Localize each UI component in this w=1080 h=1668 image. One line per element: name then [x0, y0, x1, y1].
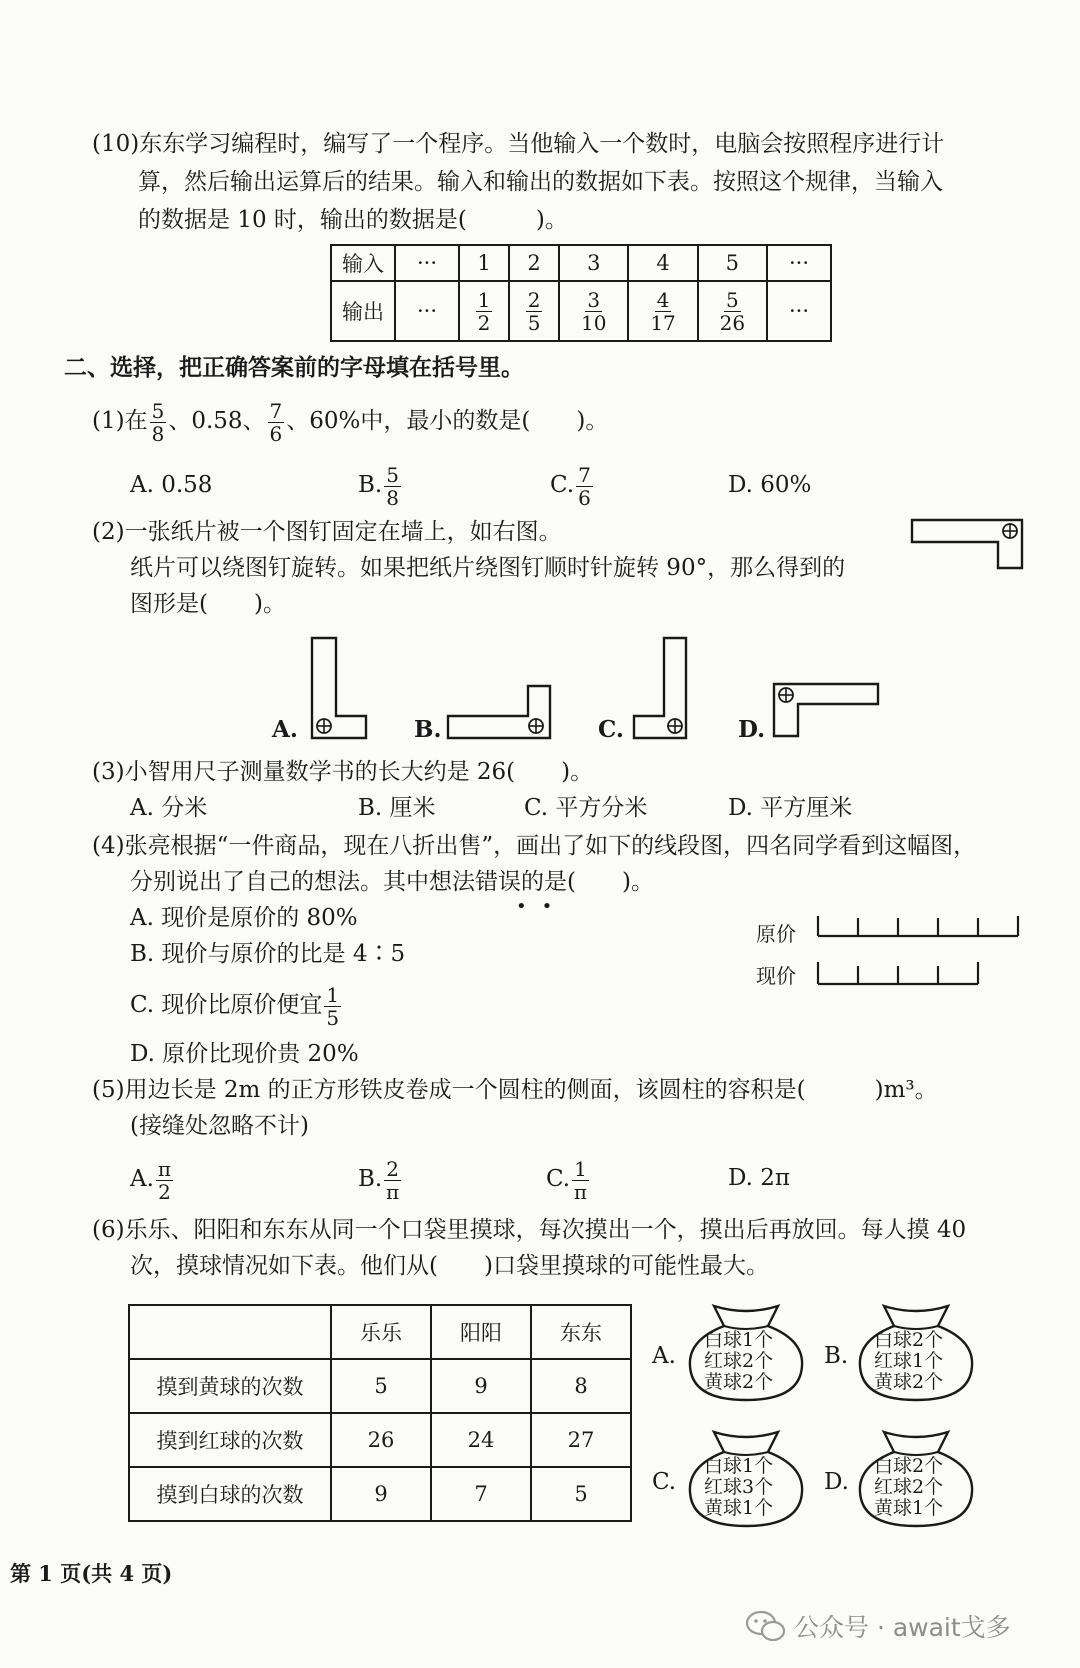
q2-label-d: D.: [738, 716, 766, 743]
q2-line2: 纸片可以绕图钉旋转。如果把纸片绕图钉顺时针旋转 90°，那么得到的: [130, 555, 846, 581]
q2-option-d-shape: [770, 680, 882, 740]
q1-option-c: C. $\frac{7}{6}$: [550, 462, 591, 510]
bag-c-label: C.: [652, 1469, 677, 1495]
q2-label-a: A.: [272, 716, 298, 743]
bag-a-label: A.: [652, 1343, 676, 1369]
q1-option-d: D. 60%: [728, 472, 812, 498]
q2-label-b: B.: [414, 716, 442, 743]
q5-line1: (5)用边长是 2m 的正方形铁皮卷成一个圆柱的侧面，该圆柱的容积是( )m³。: [92, 1077, 938, 1103]
page-number: 第 1 页(共 4 页): [10, 1561, 173, 1586]
q2-label-c: C.: [598, 716, 624, 743]
q1-stem: (1)在 $\frac{5}{8}$ 、0.58、 $\frac{7}{6}$ 、60%中，最小的数是( )。: [92, 398, 609, 446]
ball-cell: 7: [431, 1467, 531, 1521]
ball-row-label: 摸到白球的次数: [129, 1467, 331, 1521]
ball-cell: 8: [531, 1359, 631, 1413]
q4-line1: (4)张亮根据“一件商品，现在八折出售”，画出了如下的线段图，四名同学看到这幅图，: [92, 833, 977, 859]
q4-option-b: B. 现价与原价的比是 4∶5: [130, 941, 406, 967]
io-output-cell: $\frac{4}{17}$: [628, 281, 697, 341]
q5-option-d: D. 2π: [728, 1165, 790, 1191]
ball-cell: 27: [531, 1413, 631, 1467]
io-ellipsis: ···: [395, 281, 459, 341]
ball-cell: 9: [331, 1467, 431, 1521]
io-ellipsis: ···: [767, 245, 831, 281]
wechat-icon: [744, 1608, 788, 1644]
q6-line1: (6)乐乐、阳阳和东东从同一个口袋里摸球，每次摸出一个，摸出后再放回。每人摸 40: [92, 1217, 967, 1243]
ball-row-label: 摸到红球的次数: [129, 1413, 331, 1467]
bag-d-contents: 白球2个 红球2个 黄球1个: [874, 1455, 944, 1519]
now-price-label: 现价: [756, 964, 796, 988]
q10-line1: (10)东东学习编程时，编写了一个程序。当他输入一个数时，电脑会按照程序进行计: [92, 131, 945, 157]
q2-option-a-shape: [304, 636, 370, 740]
bag-a-contents: 白球1个 红球2个 黄球2个: [704, 1329, 774, 1393]
q5-option-a: A. $\frac{\pi}{2}$: [130, 1156, 172, 1204]
io-output-label: 输出: [331, 281, 395, 341]
q2-option-b-shape: [446, 684, 554, 740]
q1-option-a: A. 0.58: [130, 472, 213, 498]
watermark: 公众号 · await戈多: [744, 1604, 1074, 1648]
ball-cell: 24: [431, 1413, 531, 1467]
ball-table: [128, 1304, 632, 1522]
q1-option-b: B. $\frac{5}{8}$: [358, 462, 399, 510]
q6-line2: 次，摸球情况如下表。他们从( )口袋里摸球的可能性最大。: [130, 1253, 769, 1279]
io-input-cell: 3: [559, 245, 628, 281]
q4-option-d: D. 原价比现价贵 20%: [130, 1041, 359, 1067]
q3-option-d: D. 平方厘米: [728, 795, 853, 821]
ball-cell: 26: [331, 1413, 431, 1467]
ball-cell: 5: [331, 1359, 431, 1413]
ball-table-header: 乐乐: [331, 1305, 431, 1359]
q4-option-a: A. 现价是原价的 80%: [130, 905, 358, 931]
segment-diagram: [814, 910, 1024, 990]
io-output-cell: $\frac{5}{26}$: [698, 281, 767, 341]
io-ellipsis: ···: [767, 281, 831, 341]
q5-option-b: B. $\frac{2}{\pi}$: [358, 1156, 400, 1204]
q2-option-c-shape: [630, 636, 690, 740]
q2-line3: 图形是( )。: [130, 591, 286, 617]
io-input-cell: 4: [628, 245, 697, 281]
orig-price-label: 原价: [756, 922, 796, 946]
ball-table-header: 阳阳: [431, 1305, 531, 1359]
io-output-cell: $\frac{1}{2}$: [459, 281, 509, 341]
q5-line2: (接缝处忽略不计): [130, 1113, 309, 1139]
q5-option-c: C. $\frac{1}{\pi}$: [546, 1156, 588, 1204]
bag-b-contents: 白球2个 红球1个 黄球2个: [874, 1329, 944, 1393]
ball-row-label: 摸到黄球的次数: [129, 1359, 331, 1413]
io-output-cell: $\frac{2}{5}$: [509, 281, 559, 341]
io-ellipsis: ···: [395, 245, 459, 281]
q3-option-a: A. 分米: [130, 795, 208, 821]
io-output-cell: $\frac{3}{10}$: [559, 281, 628, 341]
io-input-cell: 5: [698, 245, 767, 281]
bag-d-label: D.: [824, 1469, 849, 1495]
q4-option-c: C. 现价比原价便宜 $\frac{1}{5}$: [130, 982, 340, 1030]
q10-line2: 算，然后输出运算后的结果。输入和输出的数据如下表。按照这个规律，当输入: [138, 169, 943, 195]
q4-line2: 分别说出了自己的想法。其中想法错误的是( )。: [130, 869, 654, 895]
io-input-cell: 2: [509, 245, 559, 281]
bag-c-contents: 白球1个 红球3个 黄球1个: [704, 1455, 774, 1519]
bag-b-label: B.: [824, 1343, 849, 1369]
q3-option-c: C. 平方分米: [524, 795, 648, 821]
ball-table-header: 东东: [531, 1305, 631, 1359]
emphasis-dots: ••: [516, 896, 568, 917]
ball-cell: 5: [531, 1467, 631, 1521]
q2-line1: (2)一张纸片被一个图钉固定在墙上，如右图。: [92, 519, 562, 545]
section2-title: 二、选择，把正确答案前的字母填在括号里。: [64, 354, 524, 381]
q3-stem: (3)小智用尺子测量数学书的长大约是 26( )。: [92, 759, 594, 785]
ball-table-corner: [129, 1305, 331, 1359]
ball-cell: 9: [431, 1359, 531, 1413]
q2-reference-shape: [910, 518, 1025, 570]
io-table: [330, 244, 832, 342]
io-input-cell: 1: [459, 245, 509, 281]
q10-line3: 的数据是 10 时，输出的数据是( )。: [138, 207, 568, 233]
io-input-label: 输入: [331, 245, 395, 281]
q3-option-b: B. 厘米: [358, 795, 436, 821]
